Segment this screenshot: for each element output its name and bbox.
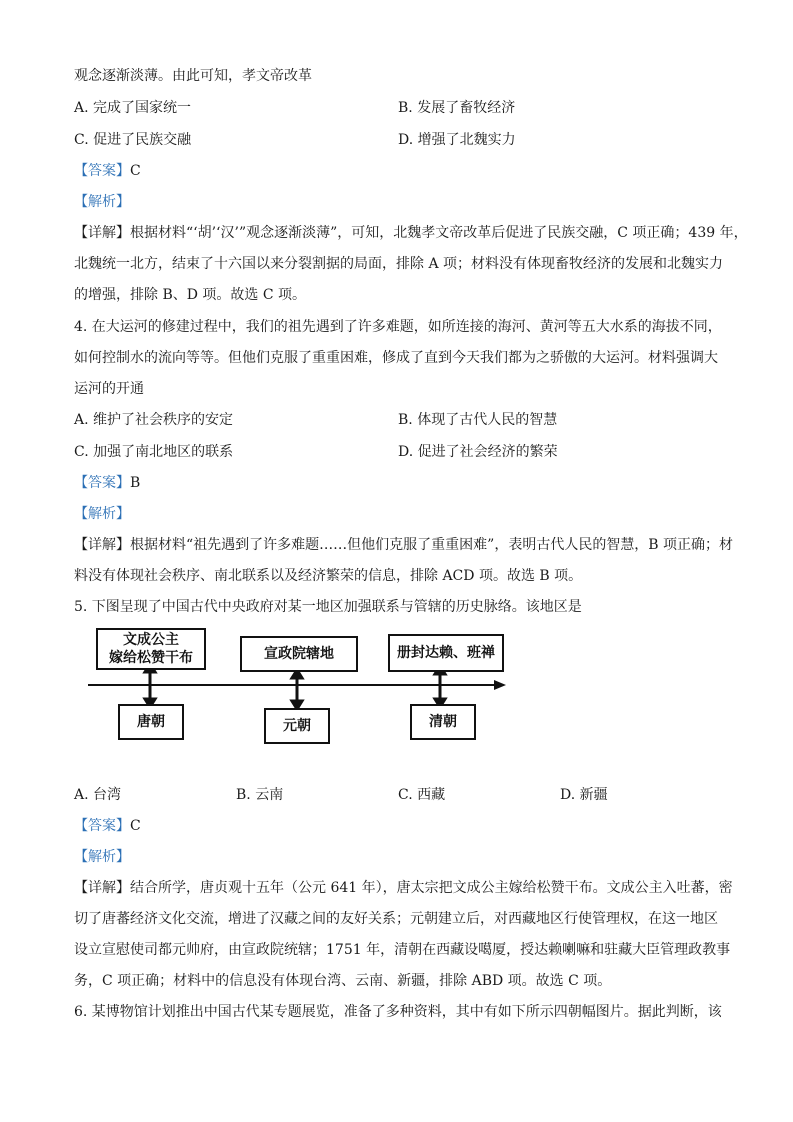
q3-option-d: D. 增强了北魏实力: [398, 132, 516, 148]
q5-option-d: D. 新疆: [560, 787, 608, 803]
q4-detail-line-1: [74, 535, 733, 555]
q4-option-d: D. 促进了社会经济的繁荣: [398, 444, 558, 460]
q4-answer: [74, 473, 140, 493]
q3-answer: [74, 161, 141, 181]
timeline-diagram: [74, 622, 534, 752]
q5-option-a: A. 台湾: [74, 787, 122, 803]
q5-option-c: C. 西藏: [398, 787, 446, 803]
q4-stem-line-2: 如何控制水的流向等等。但他们克服了重重困难，修成了直到今天我们都为之骄傲的大运河。材料强调大: [74, 350, 718, 366]
detail-text: 根据材料“祖先遇到了许多难题……但他们克服了重重困难”，表明古代人民的智慧，B 项正确；材: [130, 537, 734, 553]
q4-option-b: B. 体现了古代人民的智慧: [398, 412, 558, 428]
q3-option-c: C. 促进了民族交融: [74, 132, 192, 148]
box-wencheng-princess: 文成公主 嫁给松赞干布: [96, 628, 206, 670]
q3-option-a: A. 完成了国家统一: [74, 100, 192, 116]
q5-detail-line-4: 务，C 项正确；材料中的信息没有体现台湾、云南、新疆，排除 ABD 项。故选 C 项。: [74, 973, 612, 989]
q5-detail-line-1: [74, 878, 733, 898]
q3-analysis-tag: 【解析】: [74, 194, 130, 210]
answer-value: C: [130, 163, 141, 179]
answer-value: B: [130, 475, 141, 491]
q4-detail-line-2: 料没有体现社会秩序、南北联系以及经济繁荣的信息，排除 ACD 项。故选 B 项。: [74, 568, 583, 584]
detail-tag: 【详解】: [74, 537, 130, 553]
detail-text: 根据材料“‘胡’‘汉’”观念逐渐淡薄”，可知，北魏孝文帝改革后促进了民族交融，C 项正确；439 年，: [130, 225, 748, 241]
q4-analysis-tag: 【解析】: [74, 506, 130, 522]
q4-stem-line-1: 4. 在大运河的修建过程中，我们的祖先遇到了许多难题，如所连接的海河、黄河等五大水系的海拔不同，: [74, 319, 722, 335]
q6-stem: 6. 某博物馆计划推出中国古代某专题展览，准备了多种资料，其中有如下所示四朝幅图片。据此判断，该: [74, 1004, 722, 1020]
answer-tag: 【答案】: [74, 475, 130, 491]
answer-tag: 【答案】: [74, 818, 130, 834]
q5-analysis-tag: 【解析】: [74, 849, 130, 865]
box-tang-dynasty: 唐朝: [118, 704, 184, 740]
box-xuanzheng-yuan: 宣政院辖地: [240, 636, 358, 672]
q3-detail-line-2: 北魏统一北方，结束了十六国以来分裂割据的局面，排除 A 项；材料没有体现畜牧经济的发展和北魏实力: [74, 256, 724, 272]
q3-detail-line-3: 的增强，排除 B、D 项。故选 C 项。: [74, 287, 307, 303]
q5-stem: 5. 下图呈现了中国古代中央政府对某一地区加强联系与管辖的历史脉络。该地区是: [74, 599, 582, 615]
q3-detail-line-1: [74, 223, 748, 243]
q5-detail-line-2: 切了唐蕃经济文化交流，增进了汉藏之间的友好关系；元朝建立后，对西藏地区行使管理权，在这一地区: [74, 911, 718, 927]
detail-tag: 【详解】: [74, 880, 130, 896]
box-qing-dynasty: 清朝: [410, 704, 476, 740]
answer-tag: 【答案】: [74, 163, 130, 179]
q4-stem-line-3: 运河的开通: [74, 381, 144, 397]
q4-option-c: C. 加强了南北地区的联系: [74, 444, 234, 460]
box-dalai-panchen: 册封达赖、班禅: [388, 634, 504, 672]
q5-answer: [74, 816, 141, 836]
q3-stem-tail: 观念逐渐淡薄。由此可知，孝文帝改革: [74, 68, 312, 84]
detail-tag: 【详解】: [74, 225, 130, 241]
detail-text: 结合所学，唐贞观十五年（公元 641 年），唐太宗把文成公主嫁给松赞干布。文成公主入吐蕃，密: [130, 880, 733, 896]
q4-option-a: A. 维护了社会秩序的安定: [74, 412, 234, 428]
q5-option-b: B. 云南: [236, 787, 284, 803]
timeline-arrowhead: [494, 680, 506, 690]
q3-option-b: B. 发展了畜牧经济: [398, 100, 516, 116]
answer-value: C: [130, 818, 141, 834]
box-yuan-dynasty: 元朝: [264, 708, 330, 744]
q5-detail-line-3: 设立宣慰使司都元帅府，由宣政院统辖；1751 年，清朝在西藏设噶厦，授达赖喇嘛和驻藏大臣管理政教事: [74, 942, 731, 958]
